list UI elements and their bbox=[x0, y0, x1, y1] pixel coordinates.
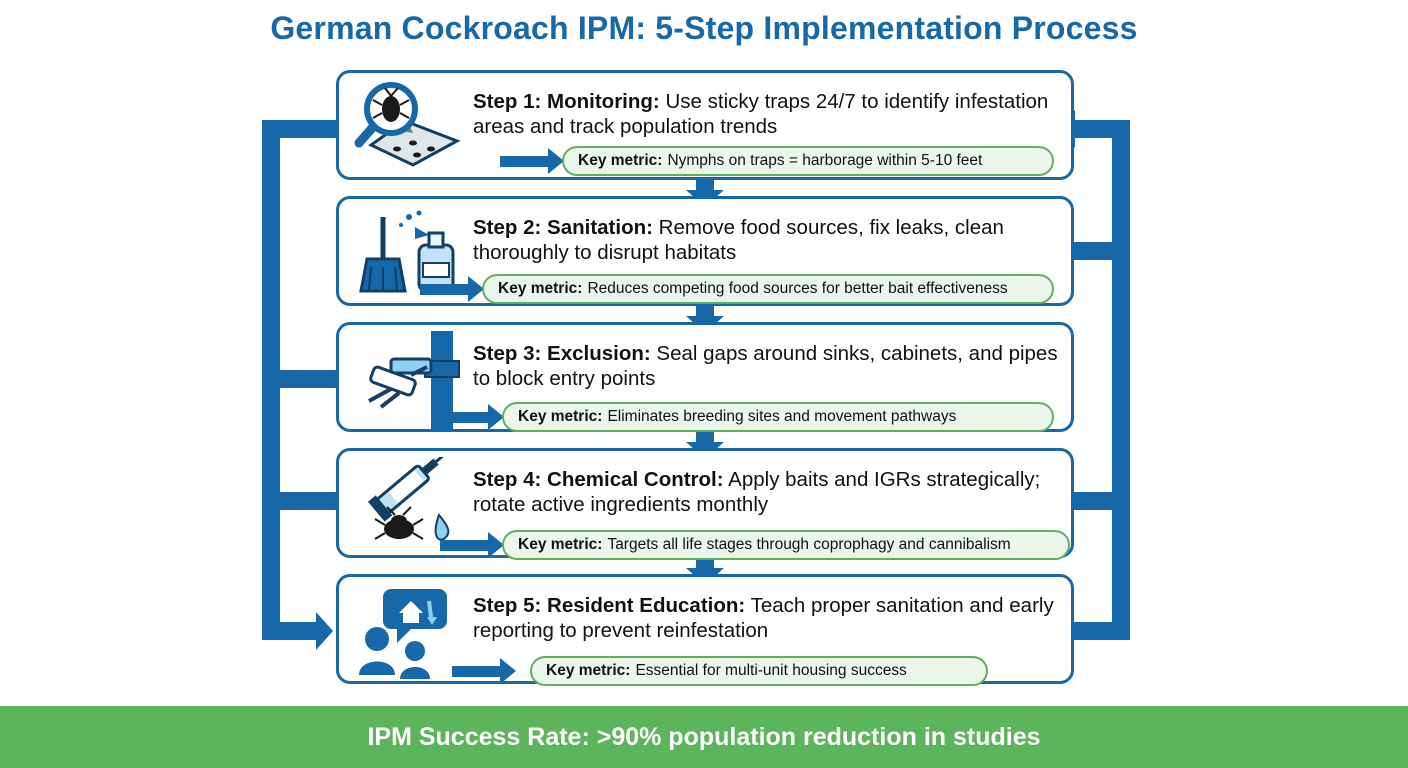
footer-banner bbox=[0, 706, 1408, 768]
metric-value-5: Essential for multi-unit housing success bbox=[635, 662, 907, 679]
metric-stem-4 bbox=[440, 540, 490, 551]
down-stem-1 bbox=[696, 180, 714, 192]
metric-stem-5 bbox=[452, 666, 502, 677]
step-text-3 bbox=[473, 341, 1063, 391]
step-heading-2: Step 2: Sanitation: bbox=[473, 216, 653, 239]
metric-pill-1 bbox=[562, 146, 1054, 176]
page-title: German Cockroach IPM: 5-Step Implementation Process bbox=[270, 10, 1138, 46]
metric-label-4: Key metric: bbox=[518, 536, 603, 553]
step-heading-4: Step 4: Chemical Control: bbox=[473, 468, 724, 491]
step-heading-1: Step 1: Monitoring: bbox=[473, 90, 660, 113]
metric-pill-3 bbox=[502, 402, 1054, 432]
metric-stem-1 bbox=[500, 156, 550, 167]
step-body-4: Apply baits and IGRs strategically; rotate active ingredients monthly bbox=[473, 468, 1041, 516]
metric-pill-2 bbox=[482, 274, 1054, 304]
connector-right-top-stub bbox=[1074, 120, 1130, 138]
down-stem-2 bbox=[696, 306, 714, 318]
metric-pill-4 bbox=[502, 530, 1070, 560]
metric-value-1: Nymphs on traps = harborage within 5-10 feet bbox=[667, 152, 983, 169]
connector-right-stub-step4 bbox=[1070, 492, 1114, 510]
step-heading-3: Step 3: Exclusion: bbox=[473, 342, 651, 365]
metric-stem-2 bbox=[420, 284, 470, 295]
step-body-3: Seal gaps around sinks, cabinets, and pipes to block entry points bbox=[473, 342, 1058, 390]
step-text-1 bbox=[473, 89, 1063, 139]
connector-right-vertical bbox=[1112, 120, 1130, 640]
metric-value-4: Targets all life stages through coprophagy and cannibalism bbox=[607, 536, 1011, 553]
metric-label-5: Key metric: bbox=[546, 662, 631, 679]
metric-label-2: Key metric: bbox=[498, 280, 583, 297]
connector-right-bottom-stub bbox=[1070, 622, 1130, 640]
step-text-2 bbox=[473, 215, 1063, 265]
footer-text: IPM Success Rate: >90% population reduction in studies bbox=[367, 722, 1041, 751]
step-body-1: Use sticky traps 24/7 to identify infestation areas and track population trends bbox=[473, 90, 1049, 138]
down-stem-3 bbox=[696, 432, 714, 444]
connector-left-arrowhead-icon bbox=[316, 612, 333, 650]
connector-left-top-stub bbox=[262, 120, 342, 138]
connector-right-stub-step2 bbox=[1070, 242, 1114, 260]
metric-label-1: Key metric: bbox=[578, 152, 663, 169]
metric-stem-3 bbox=[440, 412, 490, 423]
step-text-5 bbox=[473, 593, 1063, 643]
magnifier-sticky-trap-icon bbox=[353, 79, 469, 177]
metric-pill-5 bbox=[530, 656, 988, 686]
metric-arrow-5-icon bbox=[500, 658, 516, 684]
step-heading-5: Step 5: Resident Education: bbox=[473, 594, 746, 617]
connector-left-stub-step4 bbox=[262, 492, 342, 510]
metric-value-3: Eliminates breeding sites and movement pathways bbox=[607, 408, 957, 425]
step-body-2: Remove food sources, fix leaks, clean thoroughly to disrupt habitats bbox=[473, 216, 1004, 264]
metric-value-2: Reduces competing food sources for better bait effectiveness bbox=[587, 280, 1008, 297]
connector-left-stub-step3 bbox=[262, 370, 342, 388]
process-flow bbox=[0, 62, 1408, 702]
step-body-5: Teach proper sanitation and early reporting to prevent reinfestation bbox=[473, 594, 1054, 642]
connector-left-bottom-stub bbox=[262, 622, 318, 640]
metric-label-3: Key metric: bbox=[518, 408, 603, 425]
step-text-4 bbox=[473, 467, 1063, 517]
